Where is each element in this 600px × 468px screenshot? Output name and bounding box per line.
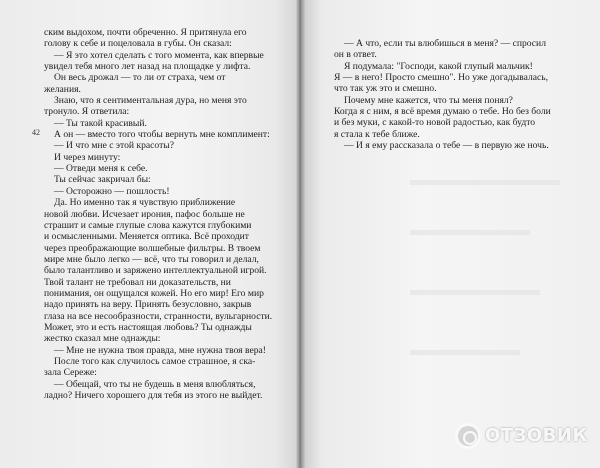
text-line: Ты сейчас закричал бы:: [54, 174, 151, 186]
text-line: новой любви. Исчезает ирония, пафос больше не: [44, 208, 245, 220]
bleed-through-mark: [410, 230, 530, 235]
watermark-text: ОТЗОВИК: [485, 425, 588, 446]
text-line: Знаю, что я сентиментальная дура, но меня это: [54, 95, 247, 107]
text-line: И через минуту:: [54, 151, 121, 163]
text-line: Я подумала: "Господи, какой глупый мальчик!: [344, 60, 533, 72]
text-line: голову к себе и поцеловала в губы. Он сказал:: [44, 38, 232, 50]
watermark: [455, 420, 595, 460]
text-line: и без муки, с какой-то новой радостью, как будто: [334, 117, 536, 129]
bleed-through-mark: [410, 290, 540, 295]
text-line: понимания, он ощущался кожей. Но его мир! Его мир: [44, 287, 264, 299]
text-line: жестко сказал мне однажды:: [44, 333, 161, 345]
bleed-through-mark: [410, 180, 560, 185]
text-line: — А что, если ты влюбишься в меня? — спросил: [344, 38, 546, 49]
text-line: Я — в него! Просто смешно". Но уже догадывалась,: [334, 72, 549, 84]
left-page-text: [44, 27, 292, 401]
text-line: желания.: [44, 83, 81, 95]
page-number: 42: [32, 128, 40, 137]
text-line: — Отведи меня к себе.: [54, 163, 148, 175]
text-line: — Обещай, что ты не будешь в меня влюбляться,: [54, 378, 256, 390]
text-line: Он весь дрожал — то ли от страха, чем от: [54, 72, 226, 84]
text-line: — Ты такой красивый.: [54, 117, 147, 129]
text-line: — Осторожно — пошлость!: [54, 185, 170, 197]
text-line: ским выдохом, почти обреченно. Я притянула его: [44, 27, 247, 38]
text-line: — Я это хотел сделать с того момента, как впервые: [54, 49, 264, 61]
text-line: страшит и самые глупые слова кажутся глубокими: [44, 219, 252, 231]
text-line: тронуло. Я ответила:: [44, 106, 130, 118]
text-line: что так уж это и смешно.: [334, 83, 437, 95]
text-line: — Мне не нужна твоя правда, мне нужна твоя вера!: [54, 344, 266, 356]
text-line: Может, это и есть настоящая любовь? Ты однажды: [44, 321, 252, 333]
book-gutter: [296, 0, 306, 468]
text-line: После того как случилось самое страшное, я ска-: [54, 355, 256, 367]
text-line: он в ответ.: [334, 49, 377, 61]
text-line: Твой талант не требовал ни доказательств, ни: [44, 276, 231, 288]
text-line: через преображающие волшебные фильтры. В твоем: [44, 242, 261, 254]
text-line: — И я ему рассказала о тебе — в первую же ночь.: [344, 140, 549, 152]
text-line: я стала к тебе ближе.: [334, 128, 420, 140]
bleed-through-mark: [410, 350, 520, 355]
text-line: Почему мне кажется, что ты меня понял?: [344, 94, 513, 106]
text-line: и осмысленными. Меняется оптика. Всё проходит: [44, 231, 250, 243]
text-line: ладно? Ничего хорошего для тебя из этого не выйдет.: [44, 390, 263, 401]
text-line: А он — вместо того чтобы вернуть мне комплимент:: [54, 129, 270, 141]
text-line: зала Сереже:: [44, 367, 97, 379]
text-line: было талантливо и заряжено интеллектуальной игрой.: [44, 265, 267, 277]
text-line: надо принять на веру. Принять безусловно, закрыв: [44, 299, 252, 311]
text-line: Да. Но именно так я чувствую приближение: [54, 197, 236, 209]
text-line: увидел тебя много лет назад на площадке у лифта.: [44, 61, 251, 73]
right-page-text: [334, 38, 566, 151]
text-line: глаза на все несообразности, странности, вульгарности.: [44, 310, 273, 322]
text-line: Когда я с ним, я всё время думаю о тебе. Но без боли: [334, 106, 551, 118]
text-line: мире мне было легко — всё, что ты говорил и делал,: [44, 253, 259, 265]
text-line: — И что мне с этой красоты?: [54, 140, 174, 152]
watermark-logo-icon: [455, 423, 481, 449]
